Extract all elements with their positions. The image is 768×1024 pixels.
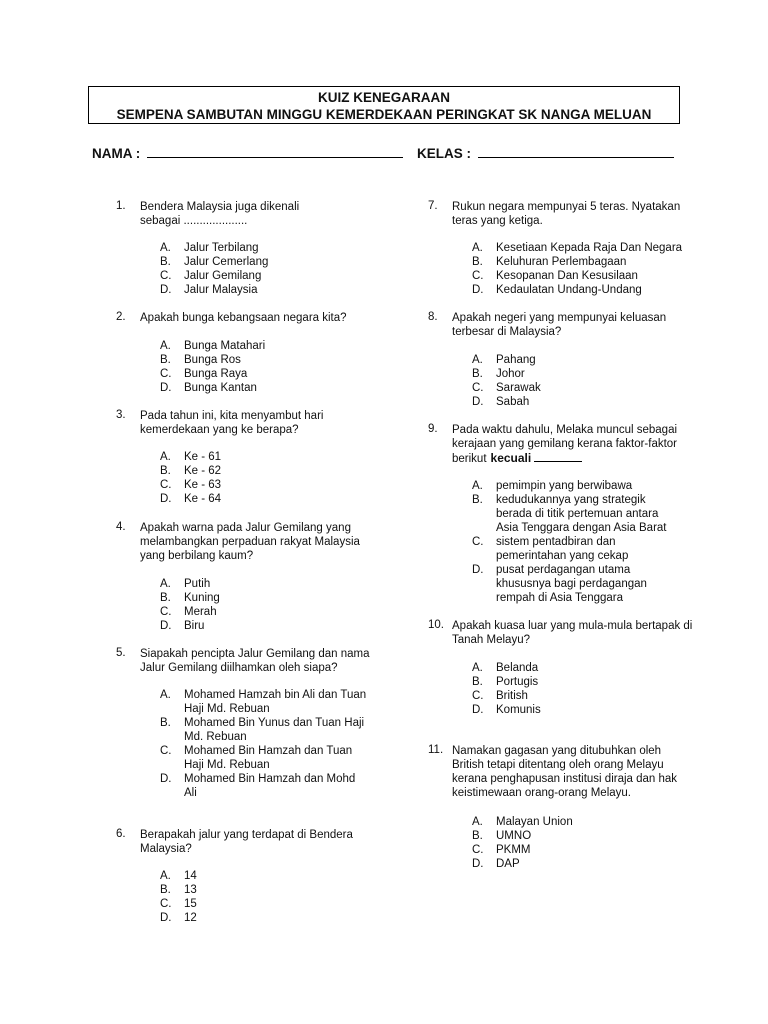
question-stem-text: Rukun negara mempunyai 5 teras. Nyatakan	[452, 201, 681, 213]
question-stem-text: sebagai ....................	[140, 215, 248, 227]
option-text-line: Bunga Kantan	[184, 382, 257, 394]
option-text-line: Sabah	[496, 396, 530, 408]
option-text-line: 12	[184, 912, 197, 924]
question-stem-line	[140, 828, 353, 842]
option-text-line: Ke - 61	[184, 451, 222, 463]
question-stem	[140, 828, 353, 856]
question-stem-line	[140, 521, 360, 535]
question-number: 2.	[116, 311, 126, 323]
option-text-line: Johor	[496, 368, 525, 380]
question-stem-line	[452, 772, 677, 786]
question-stem-text: Berapakah jalur yang terdapat di Bendera	[140, 829, 353, 841]
option-text	[496, 689, 528, 703]
option-letter: D.	[472, 704, 484, 716]
option-text	[496, 493, 667, 535]
option-text-line: Haji Md. Rebuan	[184, 759, 270, 771]
option-text	[184, 869, 197, 883]
question-number: 1.	[116, 200, 126, 212]
option-text-line: kedudukannya yang strategik	[496, 494, 646, 506]
nama-answer-line[interactable]	[147, 146, 403, 158]
option-text	[496, 255, 626, 269]
option-letter: B.	[160, 256, 171, 268]
option-text-line: Merah	[184, 606, 217, 618]
question-stem-text: kerajaan yang gemilang kerana faktor-faktor	[452, 438, 678, 450]
option-text-line: Jalur Terbilang	[184, 242, 259, 254]
question-stem-line	[140, 214, 299, 228]
question-stem-line	[452, 200, 680, 214]
option-text-line: Ali	[184, 787, 197, 799]
option-text-line: Jalur Cemerlang	[184, 256, 269, 268]
question-stem-text: kemerdekaan yang ke berapa?	[140, 424, 299, 436]
option-text	[496, 367, 525, 381]
question-stem-line	[452, 786, 677, 800]
question-stem	[140, 311, 347, 325]
option-text-line: Portugis	[496, 676, 539, 688]
question-stem-text: yang berbilang kaum?	[140, 550, 254, 562]
option-text	[496, 563, 647, 605]
question-number: 5.	[116, 647, 126, 659]
question-stem	[452, 311, 666, 339]
option-letter: C.	[160, 898, 172, 910]
nama-field[interactable]	[92, 146, 403, 161]
question-stem-line	[140, 647, 370, 661]
option-text-line: 15	[184, 898, 197, 910]
option-letter: B.	[472, 494, 483, 506]
quiz-subtitle: SEMPENA SAMBUTAN MINGGU KEMERDEKAAN PERINGKAT SK NANGA MELUAN	[116, 107, 652, 122]
option-letter: A.	[160, 578, 171, 590]
question-stem-line	[452, 214, 680, 228]
option-text	[496, 703, 541, 717]
question-number: 10.	[428, 619, 444, 631]
question-stem-text: Apakah warna pada Jalur Gemilang yang	[140, 522, 351, 534]
quiz-title: KUIZ KENEGARAAN	[317, 90, 450, 105]
question-stem-text: terbesar di Malaysia?	[452, 326, 562, 338]
option-text-line: Mohamed Bin Hamzah dan Mohd	[184, 773, 356, 785]
question-stem-line	[452, 311, 666, 325]
option-letter: D.	[160, 912, 172, 924]
option-text	[496, 479, 632, 493]
question-stem-line	[452, 451, 677, 466]
question-stem	[452, 423, 677, 466]
option-letter: A.	[472, 242, 483, 254]
option-text-line: Mohamed Hamzah bin Ali dan Tuan	[184, 689, 367, 701]
question-stem-text: Jalur Gemilang diilhamkan oleh siapa?	[140, 662, 338, 674]
option-letter: D.	[160, 284, 172, 296]
option-letter: B.	[472, 830, 483, 842]
question-stem-line	[140, 200, 299, 214]
option-text-line: Keluhuran Perlembagaan	[496, 256, 627, 268]
kelas-label: KELAS :	[417, 146, 471, 161]
question-stem-line	[452, 758, 677, 772]
option-letter: D.	[160, 773, 172, 785]
option-text	[184, 716, 364, 744]
question-stem-text: keistimewaan orang-orang Melayu.	[452, 787, 631, 799]
option-text-line: British	[496, 690, 528, 702]
option-text-line: khususnya bagi perdagangan	[496, 578, 647, 590]
question-stem-line	[140, 311, 347, 325]
question-stem-text: Apakah bunga kebangsaan negara kita?	[140, 312, 347, 324]
option-letter: D.	[160, 382, 172, 394]
quiz-title-box	[88, 86, 680, 124]
question-number: 6.	[116, 828, 126, 840]
question-stem-text: kerana penghapusan institusi diraja dan hak	[452, 773, 678, 785]
option-text	[496, 675, 538, 689]
question-stem-text: Apakah kuasa luar yang mula-mula bertapak di	[452, 620, 693, 632]
option-letter: C.	[472, 382, 484, 394]
option-text-line: rempah di Asia Tenggara	[496, 592, 624, 604]
option-text	[184, 591, 220, 605]
question-stem	[140, 647, 370, 675]
option-text-line: Kuning	[184, 592, 220, 604]
option-text-line: Mohamed Bin Yunus dan Tuan Haji	[184, 717, 365, 729]
option-letter: D.	[472, 564, 484, 576]
option-text-line: Pahang	[496, 354, 536, 366]
option-letter: D.	[472, 396, 484, 408]
option-text-line: sistem pentadbiran dan	[496, 536, 616, 548]
option-text	[496, 283, 642, 297]
question-stem-line	[140, 409, 323, 423]
option-letter: A.	[472, 662, 483, 674]
option-text-line: Kesopanan Dan Kesusilaan	[496, 270, 638, 282]
option-text-line: PKMM	[496, 844, 531, 856]
option-text	[184, 450, 221, 464]
question-stem-text: Siapakah pencipta Jalur Gemilang dan nama	[140, 648, 370, 660]
question-number: 3.	[116, 409, 126, 421]
option-letter: C.	[160, 368, 172, 380]
option-letter: C.	[472, 844, 484, 856]
option-text	[184, 478, 221, 492]
kelas-field[interactable]	[417, 146, 674, 161]
option-text	[184, 381, 257, 395]
option-letter: B.	[160, 717, 171, 729]
option-letter: D.	[160, 620, 172, 632]
option-text	[184, 744, 352, 772]
option-letter: D.	[472, 284, 484, 296]
option-text	[496, 535, 628, 563]
option-text-line: Biru	[184, 620, 205, 632]
question-number: 9.	[428, 423, 438, 435]
option-letter: A.	[160, 451, 171, 463]
option-letter: D.	[160, 493, 172, 505]
option-text-line: Md. Rebuan	[184, 731, 247, 743]
option-text-line: UMNO	[496, 830, 532, 842]
option-text	[496, 815, 573, 829]
option-letter: C.	[472, 270, 484, 282]
question-number: 7.	[428, 200, 438, 212]
question-stem-line	[140, 423, 323, 437]
question-stem-line	[452, 619, 692, 633]
option-text-line: pemimpin yang berwibawa	[496, 480, 633, 492]
option-text	[184, 772, 355, 800]
option-text-line: Bunga Raya	[184, 368, 248, 380]
option-text-line: DAP	[496, 858, 520, 870]
question-stem-line	[452, 423, 677, 437]
question-stem-text: Apakah negeri yang mempunyai keluasan	[452, 312, 667, 324]
option-text-line: pemerintahan yang cekap	[496, 550, 629, 562]
option-text-line: Jalur Malaysia	[184, 284, 258, 296]
option-text-line: Ke - 64	[184, 493, 222, 505]
option-text	[184, 269, 261, 283]
option-letter: C.	[160, 270, 172, 282]
option-text	[184, 255, 268, 269]
option-letter: A.	[160, 242, 171, 254]
option-text-line: Malayan Union	[496, 816, 573, 828]
question-stem-line	[452, 744, 677, 758]
question-stem-text: Pada waktu dahulu, Melaka muncul sebagai	[452, 424, 678, 436]
option-text-line: Belanda	[496, 662, 539, 674]
option-text	[184, 492, 221, 506]
option-text-line: Ke - 63	[184, 479, 222, 491]
option-text	[496, 857, 520, 871]
option-letter: B.	[472, 256, 483, 268]
option-text	[496, 241, 682, 255]
question-stem-text: Bendera Malaysia juga dikenali	[140, 201, 300, 213]
option-text	[184, 577, 210, 591]
option-letter: A.	[160, 870, 171, 882]
option-text-line: Mohamed Bin Hamzah dan Tuan	[184, 745, 353, 757]
question-stem-line	[452, 325, 666, 339]
option-text	[184, 241, 259, 255]
option-text	[184, 619, 204, 633]
option-text	[496, 843, 531, 857]
question-stem-text: berikut	[452, 453, 487, 465]
kecuali-emphasis: kecuali	[490, 451, 532, 465]
option-text	[496, 661, 538, 675]
option-letter: B.	[160, 592, 171, 604]
option-letter: D.	[472, 858, 484, 870]
question-stem-line	[140, 549, 360, 563]
option-text-line: Bunga Matahari	[184, 340, 266, 352]
option-text	[184, 688, 366, 716]
option-text	[184, 897, 197, 911]
option-text	[184, 911, 197, 925]
question-stem-text: Namakan gagasan yang ditubuhkan oleh	[452, 745, 662, 757]
nama-label: NAMA :	[92, 146, 141, 161]
option-letter: B.	[160, 354, 171, 366]
question-stem-text: British tetapi ditentang oleh orang Melayu	[452, 759, 664, 771]
question-number: 8.	[428, 311, 438, 323]
question-stem	[452, 744, 677, 800]
option-letter: C.	[160, 745, 172, 757]
option-text	[184, 605, 217, 619]
option-text	[184, 883, 197, 897]
option-text-line: Jalur Gemilang	[184, 270, 262, 282]
option-text-line: Asia Tenggara dengan Asia Barat	[496, 522, 667, 534]
option-letter: B.	[160, 884, 171, 896]
option-letter: C.	[472, 690, 484, 702]
question-stem	[140, 409, 323, 437]
kelas-answer-line[interactable]	[478, 146, 674, 158]
option-text-line: Putih	[184, 578, 211, 590]
option-letter: A.	[472, 480, 483, 492]
option-text-line: Kesetiaan Kepada Raja Dan Negara	[496, 242, 683, 254]
option-letter: B.	[472, 368, 483, 380]
question-stem-text: melambangkan perpaduan rakyat Malaysia	[140, 536, 360, 548]
option-text	[496, 381, 541, 395]
question-stem-text: Tanah Melayu?	[452, 634, 530, 646]
option-text	[496, 829, 531, 843]
option-text-line: berada di titik pertemuan antara	[496, 508, 659, 520]
option-letter: B.	[160, 465, 171, 477]
option-letter: A.	[160, 689, 171, 701]
question-number: 4.	[116, 521, 126, 533]
option-text	[184, 464, 221, 478]
option-text	[184, 339, 265, 353]
option-text	[496, 269, 638, 283]
question-stem-line	[140, 661, 370, 675]
question-stem-text: Pada tahun ini, kita menyambut hari	[140, 410, 324, 422]
option-text	[184, 283, 258, 297]
option-text-line: 13	[184, 884, 197, 896]
option-letter: C.	[160, 479, 172, 491]
question-stem-line	[452, 437, 677, 451]
option-text-line: Bunga Ros	[184, 354, 241, 366]
answer-blank	[534, 451, 582, 462]
option-letter: A.	[160, 340, 171, 352]
question-number: 11.	[428, 744, 444, 756]
option-text-line: Haji Md. Rebuan	[184, 703, 270, 715]
option-letter: C.	[160, 606, 172, 618]
option-text-line: Sarawak	[496, 382, 541, 394]
option-text	[184, 353, 241, 367]
option-letter: B.	[472, 676, 483, 688]
question-stem-text: Malaysia?	[140, 843, 192, 855]
option-text-line: 14	[184, 870, 197, 882]
option-letter: C.	[472, 536, 484, 548]
option-text	[496, 353, 536, 367]
question-stem-line	[452, 633, 692, 647]
question-stem-line	[140, 842, 353, 856]
option-letter: A.	[472, 816, 483, 828]
option-letter: A.	[472, 354, 483, 366]
question-stem-line	[140, 535, 360, 549]
option-text	[184, 367, 247, 381]
question-stem	[140, 200, 299, 228]
option-text-line: Kedaulatan Undang-Undang	[496, 284, 642, 296]
option-text	[496, 395, 529, 409]
option-text-line: pusat perdagangan utama	[496, 564, 631, 576]
question-stem	[452, 200, 680, 228]
question-stem	[452, 619, 692, 647]
question-stem	[140, 521, 360, 563]
option-text-line: Ke - 62	[184, 465, 222, 477]
option-text-line: Komunis	[496, 704, 541, 716]
question-stem-text: teras yang ketiga.	[452, 215, 543, 227]
